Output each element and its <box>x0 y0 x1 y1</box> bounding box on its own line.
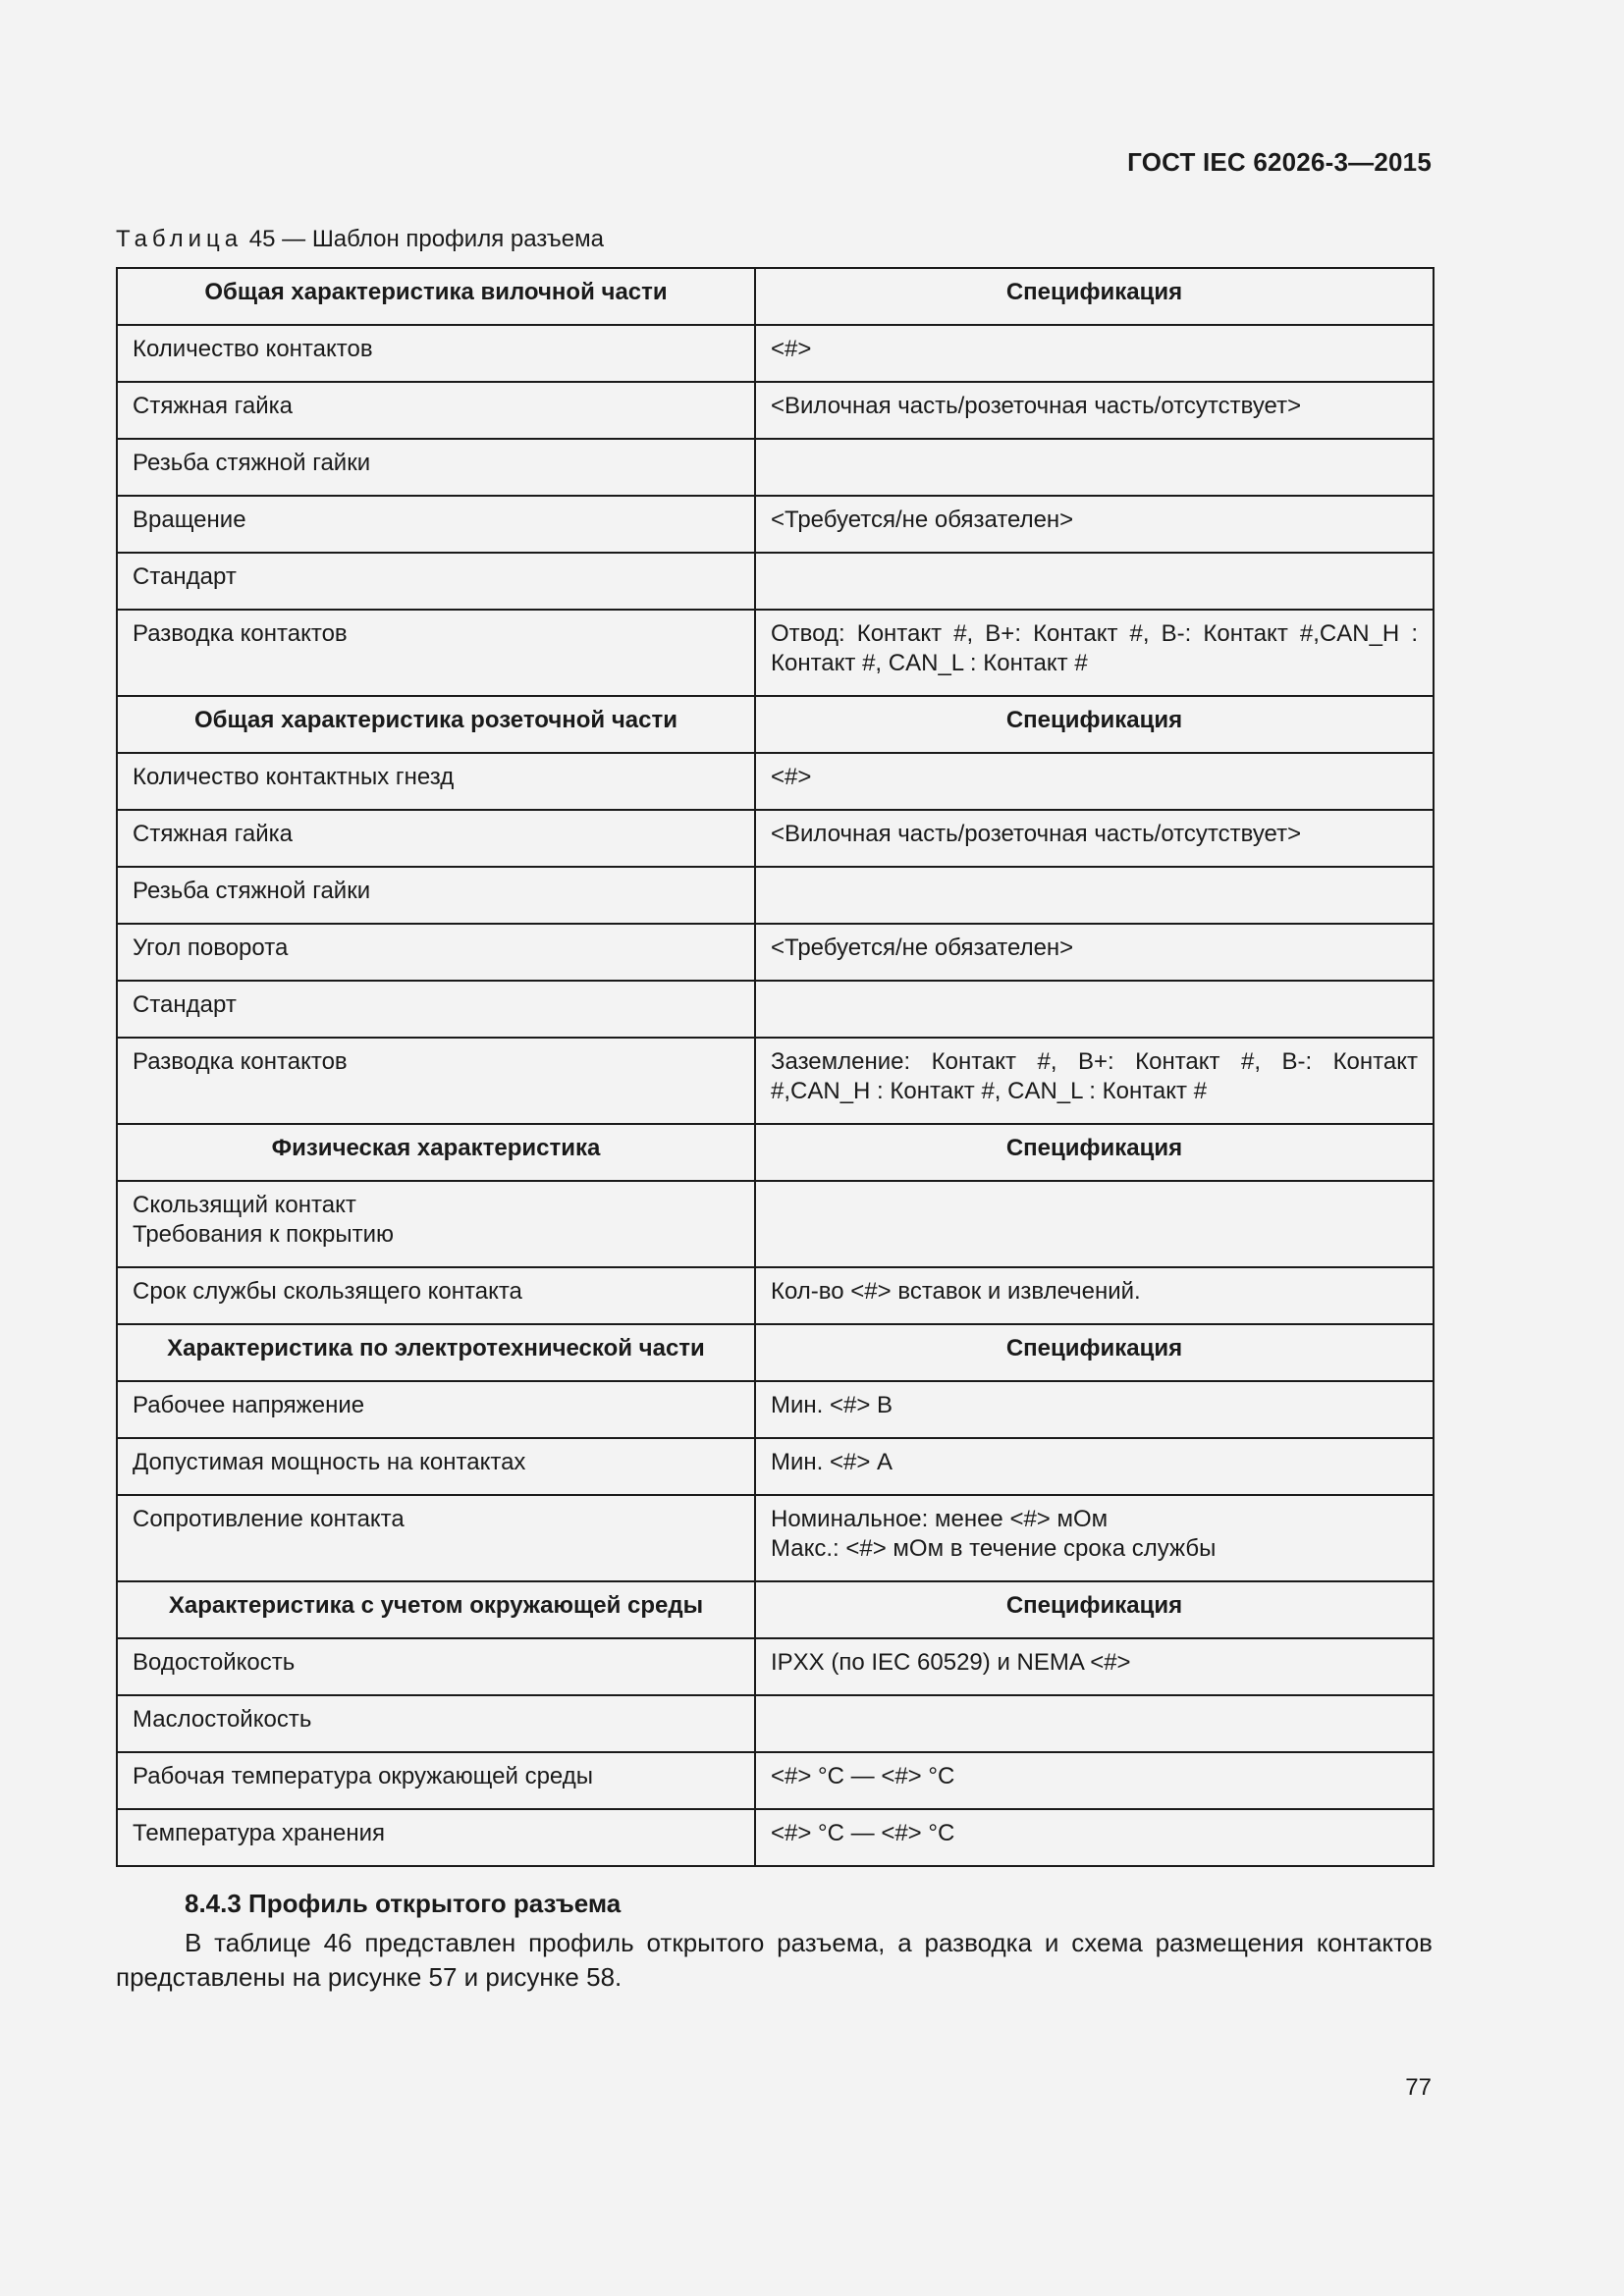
table-row <box>117 610 1434 696</box>
characteristic-cell: Угол поворота <box>117 924 755 981</box>
header-cell: Спецификация <box>755 268 1434 325</box>
header-cell: Физическая характеристика <box>117 1124 755 1181</box>
table-row <box>117 1438 1434 1495</box>
characteristic-cell: Стяжная гайка <box>117 810 755 867</box>
characteristic-cell: Стяжная гайка <box>117 382 755 439</box>
specification-cell: <Требуется/не обязателен> <box>755 924 1434 981</box>
header-cell: Общая характеристика розеточной части <box>117 696 755 753</box>
specification-cell <box>755 439 1434 496</box>
table-row <box>117 1181 1434 1267</box>
specification-cell <box>755 981 1434 1038</box>
header-cell: Спецификация <box>755 1124 1434 1181</box>
characteristic-cell: Резьба стяжной гайки <box>117 867 755 924</box>
specification-cell: Кол-во <#> вставок и извлечений. <box>755 1267 1434 1324</box>
characteristic-cell: Водостойкость <box>117 1638 755 1695</box>
body-paragraph: В таблице 46 представлен профиль открытого разъема, а разводка и схема размещения контактов представлены на рисунке 57 и рисунке 58. <box>116 1928 1433 1992</box>
table-row <box>117 1267 1434 1324</box>
table-section-header-plug <box>117 268 1434 325</box>
table-section-header-socket <box>117 696 1434 753</box>
specification-cell: Мин. <#> В <box>755 1381 1434 1438</box>
characteristic-cell: Резьба стяжной гайки <box>117 439 755 496</box>
table-row <box>117 1381 1434 1438</box>
table-row <box>117 382 1434 439</box>
table-row <box>117 553 1434 610</box>
table-section-header-physical <box>117 1124 1434 1181</box>
table-caption <box>116 226 604 253</box>
characteristic-cell: Допустимая мощность на контактах <box>117 1438 755 1495</box>
characteristic-cell: Разводка контактов <box>117 610 755 696</box>
table-row <box>117 810 1434 867</box>
table-row <box>117 1495 1434 1581</box>
characteristic-cell: Срок службы скользящего контакта <box>117 1267 755 1324</box>
characteristic-cell: Количество контактов <box>117 325 755 382</box>
characteristic-cell: Сопротивление контакта <box>117 1495 755 1581</box>
table-row <box>117 1752 1434 1809</box>
specification-cell: <Требуется/не обязателен> <box>755 496 1434 553</box>
table-row <box>117 1809 1434 1866</box>
header-cell: Спецификация <box>755 1324 1434 1381</box>
characteristic-cell: Рабочее напряжение <box>117 1381 755 1438</box>
specification-cell: <#> <box>755 753 1434 810</box>
characteristic-line: Требования к покрытию <box>133 1221 394 1248</box>
table-row <box>117 1038 1434 1124</box>
characteristic-cell: Маслостойкость <box>117 1695 755 1752</box>
table-row <box>117 1695 1434 1752</box>
table-caption-word: Таблица <box>116 226 244 252</box>
table-caption-title: 45 — Шаблон профиля разъема <box>248 226 604 252</box>
table-section-header-environment <box>117 1581 1434 1638</box>
table-row <box>117 753 1434 810</box>
characteristic-cell: Температура хранения <box>117 1809 755 1866</box>
table-row <box>117 924 1434 981</box>
header-cell: Общая характеристика вилочной части <box>117 268 755 325</box>
table-row <box>117 325 1434 382</box>
table-row <box>117 981 1434 1038</box>
specification-cell: <Вилочная часть/розеточная часть/отсутствует> <box>755 810 1434 867</box>
page-number: 77 <box>1405 2074 1432 2101</box>
specification-cell: <#> <box>755 325 1434 382</box>
section-heading: 8.4.3 Профиль открытого разъема <box>185 1889 622 1918</box>
characteristic-cell: Вращение <box>117 496 755 553</box>
specification-cell <box>755 1495 1434 1581</box>
table-row <box>117 496 1434 553</box>
specification-cell: Мин. <#> А <box>755 1438 1434 1495</box>
specification-cell: <#> °С — <#> °С <box>755 1752 1434 1809</box>
table-row <box>117 1638 1434 1695</box>
table-section-header-electrical <box>117 1324 1434 1381</box>
header-cell: Характеристика с учетом окружающей среды <box>117 1581 755 1638</box>
characteristic-cell: Разводка контактов <box>117 1038 755 1124</box>
specification-cell: <#> °С — <#> °С <box>755 1809 1434 1866</box>
specification-cell <box>755 553 1434 610</box>
header-cell: Спецификация <box>755 1581 1434 1638</box>
table-row <box>117 867 1434 924</box>
specification-cell <box>755 867 1434 924</box>
characteristic-cell: Стандарт <box>117 981 755 1038</box>
document-code: ГОСТ IEC 62026-3—2015 <box>1127 147 1432 177</box>
characteristic-cell: Рабочая температура окружающей среды <box>117 1752 755 1809</box>
header-cell: Спецификация <box>755 696 1434 753</box>
connector-profile-table <box>116 267 1435 1867</box>
specification-line: Макс.: <#> мОм в течение срока службы <box>771 1535 1217 1562</box>
specification-cell: IPXX (по IEC 60529) и NEMA <#> <box>755 1638 1434 1695</box>
characteristic-cell <box>117 1181 755 1267</box>
characteristic-cell: Количество контактных гнезд <box>117 753 755 810</box>
header-cell: Характеристика по электротехнической части <box>117 1324 755 1381</box>
specification-cell: Отвод: Контакт #, B+: Контакт #, B-: Контакт #,CAN_H : Контакт #, CAN_L : Контакт # <box>755 610 1434 696</box>
specification-cell: Заземление: Контакт #, B+: Контакт #, B-: Контакт #,CAN_H : Контакт #, CAN_L : Контакт # <box>755 1038 1434 1124</box>
characteristic-line: Скользящий контакт <box>133 1192 356 1218</box>
specification-cell: <Вилочная часть/розеточная часть/отсутствует> <box>755 382 1434 439</box>
characteristic-cell: Стандарт <box>117 553 755 610</box>
specification-cell <box>755 1695 1434 1752</box>
specification-line: Номинальное: менее <#> мОм <box>771 1506 1109 1532</box>
specification-cell <box>755 1181 1434 1267</box>
table-row <box>117 439 1434 496</box>
